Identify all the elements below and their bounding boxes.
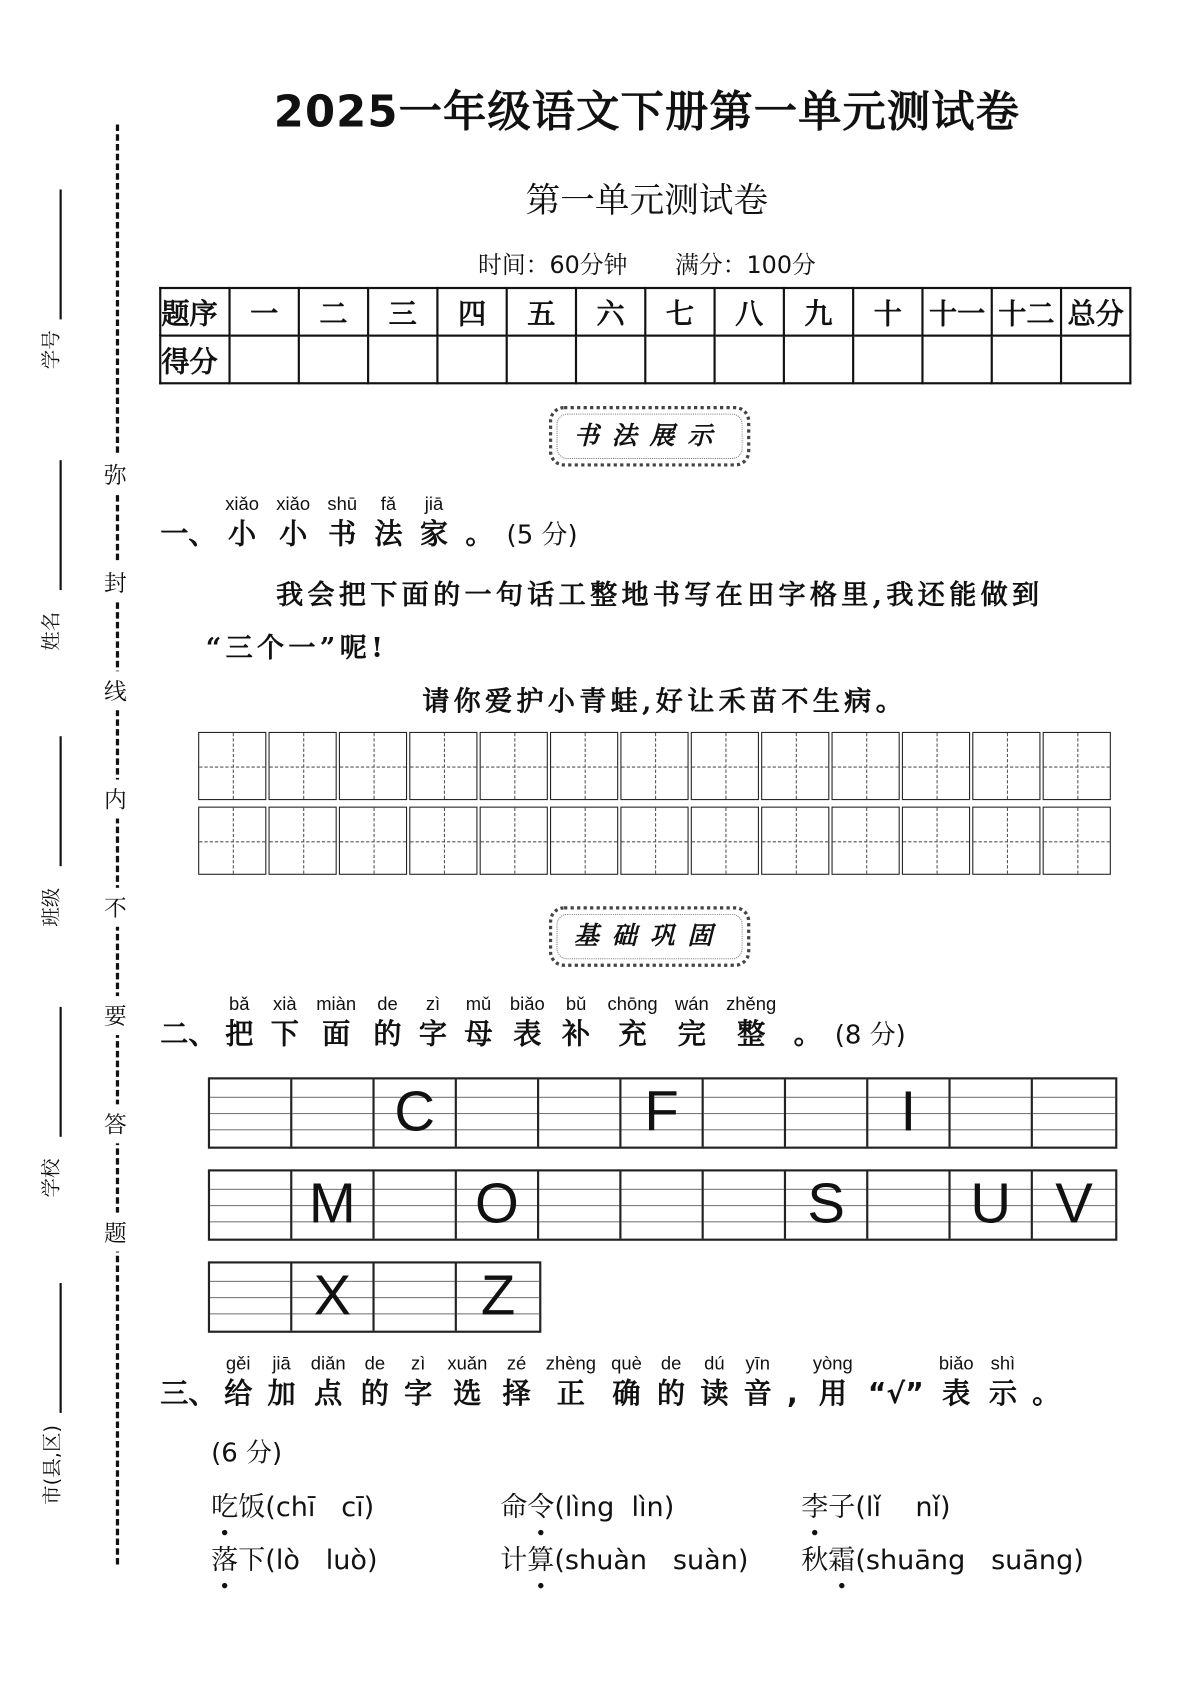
- letter-cell[interactable]: [210, 1079, 292, 1146]
- pinyin-char: [939, 1352, 974, 1413]
- hanzi: ,: [786, 1378, 798, 1411]
- pinyin: zé: [506, 1353, 527, 1374]
- tianzige-cell[interactable]: [620, 732, 688, 800]
- hanzi: 字: [404, 1378, 433, 1411]
- hanzi: 择: [502, 1378, 531, 1411]
- seal-warning-char: 要: [104, 996, 127, 1035]
- field-label: 班级: [40, 887, 63, 927]
- hanzi: 确: [612, 1378, 641, 1411]
- score-cell[interactable]: [1061, 336, 1130, 384]
- pinyin-char: [271, 993, 299, 1054]
- pinyin: biǎo: [938, 1353, 974, 1374]
- pinyin-char: [465, 493, 493, 554]
- full-score: 满分：100分: [675, 252, 816, 280]
- score-col-header: 一: [230, 288, 299, 336]
- tianzige-cell[interactable]: [972, 732, 1040, 800]
- hanzi: 小: [228, 518, 257, 552]
- tianzige-cell[interactable]: [691, 807, 759, 875]
- dotted-char: 算: [527, 1543, 555, 1576]
- pinyin: xiǎo: [225, 493, 259, 515]
- pinyin: diǎn: [310, 1353, 346, 1374]
- pinyin: biǎo: [509, 993, 545, 1015]
- pinyin-char: [726, 993, 776, 1054]
- pinyin: gěi: [225, 1353, 251, 1374]
- field-label: 学号: [40, 330, 63, 370]
- score-cell[interactable]: [368, 336, 437, 384]
- score-cell[interactable]: [576, 336, 645, 384]
- tianzige-cell[interactable]: [480, 807, 548, 875]
- question-points: (8 分): [834, 1019, 906, 1051]
- pinyin-options[interactable]: (shuàn suàn): [554, 1543, 749, 1576]
- hanzi: 加: [267, 1378, 296, 1411]
- letter-cell[interactable]: [292, 1079, 374, 1146]
- tianzige-cell[interactable]: [832, 732, 900, 800]
- score-table: [159, 287, 1131, 384]
- question-1-heading: [160, 493, 577, 554]
- pinyin-char: [546, 1352, 596, 1413]
- letter-cell[interactable]: [951, 1079, 1033, 1146]
- pinyin-char: [868, 1352, 924, 1413]
- pinyin: wán: [674, 993, 709, 1015]
- letter-cell[interactable]: [457, 1079, 539, 1146]
- score-col-header: 六: [576, 288, 645, 336]
- letter-cell[interactable]: [539, 1171, 621, 1238]
- score-col-header: 二: [299, 288, 368, 336]
- pinyin: dú: [704, 1353, 725, 1374]
- pinyin: yòng: [812, 1353, 853, 1374]
- pinyin-char: [794, 993, 822, 1054]
- pinyin: de: [377, 993, 398, 1015]
- pinyin: zhěng: [726, 993, 777, 1015]
- blank-line[interactable]: [60, 460, 62, 590]
- hanzi: 给: [224, 1378, 253, 1411]
- hanzi: 小: [279, 518, 308, 552]
- score-cell[interactable]: [922, 336, 991, 384]
- dotted-char: 令: [527, 1490, 555, 1523]
- word-char: 命: [500, 1490, 528, 1523]
- letter-cell[interactable]: O: [457, 1171, 539, 1238]
- hanzi: 把: [225, 1018, 254, 1052]
- pinyin-char: [225, 493, 259, 554]
- letter-cell[interactable]: U: [951, 1171, 1033, 1238]
- score-col-header: 九: [784, 288, 853, 336]
- hanzi: 书: [328, 518, 357, 552]
- tianzige-cell[interactable]: [1043, 807, 1111, 875]
- score-cell[interactable]: [992, 336, 1061, 384]
- pinyin-char: [813, 1352, 853, 1413]
- pinyin: bǎ: [229, 993, 250, 1015]
- hanzi: 表: [513, 1018, 542, 1052]
- score-cell[interactable]: [715, 336, 784, 384]
- hanzi: 。: [1032, 1378, 1061, 1411]
- pronunciation-item: [801, 1485, 950, 1524]
- hanzi: 读: [700, 1378, 729, 1411]
- letter-cell[interactable]: X: [292, 1264, 374, 1331]
- pinyin-char: [374, 493, 402, 554]
- pinyin-char: [608, 993, 658, 1054]
- question-3-heading: [160, 1352, 1068, 1413]
- q1-sentence: 请你爱护小青蛙,好让禾苗不生病。: [422, 685, 907, 717]
- letter-cell[interactable]: [704, 1171, 786, 1238]
- tianzige-cell[interactable]: [339, 732, 407, 800]
- tianzige-row: [198, 732, 1113, 800]
- dotted-char: 落: [211, 1543, 239, 1576]
- pinyin-char: [510, 993, 545, 1054]
- score-col-header: 总分: [1061, 288, 1130, 336]
- letter-cell[interactable]: Z: [457, 1264, 539, 1331]
- pinyin: de: [660, 1353, 682, 1374]
- pinyin-char: [373, 993, 401, 1054]
- tianzige-cell[interactable]: [761, 732, 829, 800]
- alphabet-row: [208, 1077, 1117, 1148]
- tianzige-cell[interactable]: [269, 732, 337, 800]
- letter-cell[interactable]: [210, 1264, 292, 1331]
- alphabet-row: [208, 1261, 541, 1332]
- time-limit: 时间：60分钟: [478, 252, 628, 280]
- pinyin-char: [657, 1352, 685, 1413]
- score-col-header: 十二: [992, 288, 1061, 336]
- pinyin-char: [502, 1352, 530, 1413]
- pinyin-options[interactable]: (chī cī): [265, 1490, 375, 1523]
- pinyin-char: [611, 1352, 642, 1413]
- hanzi: 的: [373, 1018, 402, 1052]
- pronunciation-item: [500, 1485, 674, 1524]
- score-cell[interactable]: [784, 336, 853, 384]
- letter-cell[interactable]: [621, 1171, 703, 1238]
- word-char: 子: [828, 1490, 856, 1523]
- tianzige-cell[interactable]: [339, 807, 407, 875]
- word-char: 下: [238, 1543, 266, 1576]
- tianzige-cell[interactable]: [480, 732, 548, 800]
- pinyin-char: [744, 1352, 772, 1413]
- pinyin: xiǎo: [276, 493, 311, 515]
- pinyin: zì: [425, 993, 441, 1015]
- hanzi: 点: [314, 1378, 343, 1411]
- hanzi: “√”: [867, 1378, 924, 1411]
- pinyin-char: [316, 993, 356, 1054]
- letter-cell[interactable]: [539, 1079, 621, 1146]
- q3-points: (6 分): [211, 1437, 283, 1469]
- tianzige-cell[interactable]: [550, 732, 618, 800]
- pinyin-char: [419, 993, 447, 1054]
- tianzige-row: [198, 807, 1113, 875]
- hanzi: 补: [562, 1018, 591, 1052]
- pronunciation-item: [500, 1539, 748, 1578]
- hanzi: 家: [419, 518, 449, 552]
- pronunciation-item: [211, 1539, 377, 1578]
- tianzige-cell[interactable]: [409, 807, 477, 875]
- tianzige-cell[interactable]: [269, 807, 337, 875]
- pinyin-char: [700, 1352, 728, 1413]
- tianzige-cell[interactable]: [902, 807, 970, 875]
- seal-warning-char: 弥: [104, 455, 127, 494]
- letter-cell[interactable]: [375, 1171, 457, 1238]
- question-2-heading: [160, 993, 906, 1054]
- hanzi: 。: [465, 518, 494, 552]
- letter-cell[interactable]: S: [786, 1171, 868, 1238]
- hanzi: 选: [453, 1378, 482, 1411]
- pinyin: jiā: [424, 493, 444, 515]
- word-char: 饭: [238, 1490, 266, 1523]
- pinyin-char: [464, 993, 492, 1054]
- field-label: 姓名: [40, 611, 63, 651]
- hanzi: 字: [418, 1018, 448, 1052]
- field-label: 学校: [40, 1158, 63, 1198]
- word-char: 计: [500, 1543, 528, 1576]
- pinyin-char: [989, 1352, 1017, 1413]
- pinyin: de: [364, 1353, 386, 1374]
- tianzige-cell[interactable]: [1043, 732, 1111, 800]
- tianzige-cell[interactable]: [198, 807, 266, 875]
- hanzi: 的: [656, 1378, 686, 1411]
- letter-cell[interactable]: M: [292, 1171, 374, 1238]
- pinyin: jiā: [272, 1353, 291, 1374]
- pinyin: shū: [327, 493, 358, 515]
- pinyin-char: [225, 993, 253, 1054]
- letter-cell[interactable]: V: [1033, 1171, 1115, 1238]
- seal-warning-char: 不: [104, 888, 127, 927]
- tianzige-cell[interactable]: [198, 732, 266, 800]
- hanzi: 下: [270, 1018, 299, 1052]
- letter-cell[interactable]: I: [868, 1079, 950, 1146]
- hanzi: 用: [818, 1378, 847, 1411]
- pinyin-char: [447, 1352, 487, 1413]
- pinyin: yīn: [745, 1353, 771, 1374]
- dotted-char: 吃: [211, 1490, 239, 1523]
- question-number: 一、: [160, 518, 217, 552]
- exam-info: [0, 247, 1191, 281]
- letter-cell[interactable]: [868, 1171, 950, 1238]
- subtitle: 第一单元测试卷: [525, 179, 769, 221]
- pinyin: bǔ: [565, 993, 587, 1015]
- hanzi: 。: [793, 1018, 822, 1052]
- score-cell[interactable]: [230, 336, 299, 384]
- score-col-header: 四: [437, 288, 506, 336]
- pinyin: què: [611, 1353, 642, 1374]
- pinyin-char: [311, 1352, 346, 1413]
- pinyin-char: [787, 1352, 798, 1413]
- question-number: 二、: [160, 1018, 217, 1052]
- pinyin-char: [276, 493, 310, 554]
- pinyin-char: [562, 993, 590, 1054]
- score-col-header: 八: [715, 288, 784, 336]
- hanzi: 完: [677, 1018, 706, 1052]
- letter-cell[interactable]: [786, 1079, 868, 1146]
- dotted-char: 李: [801, 1490, 829, 1523]
- row-label: 题序: [160, 288, 229, 336]
- pinyin-char: [361, 1352, 389, 1413]
- score-cell[interactable]: [437, 336, 506, 384]
- score-col-header: 十: [853, 288, 922, 336]
- hanzi: 表: [942, 1378, 971, 1411]
- pinyin-char: [224, 1352, 252, 1413]
- pinyin: miàn: [316, 993, 357, 1015]
- blank-line[interactable]: [60, 736, 62, 866]
- alphabet-row: [208, 1169, 1117, 1240]
- blank-line[interactable]: [60, 1283, 62, 1413]
- pinyin-char: [327, 493, 357, 554]
- pinyin-options[interactable]: (lìng lìn): [554, 1490, 675, 1523]
- question-points: (5 分): [506, 519, 578, 551]
- pinyin: xià: [273, 993, 297, 1015]
- hanzi: 示: [988, 1378, 1017, 1411]
- hanzi: 母: [464, 1018, 493, 1052]
- pinyin-char: [1032, 1352, 1060, 1413]
- hanzi: 的: [360, 1378, 389, 1411]
- letter-cell[interactable]: [1033, 1079, 1115, 1146]
- pinyin-char: [404, 1352, 432, 1413]
- score-cell[interactable]: [299, 336, 368, 384]
- q1-instruction-2: “三个一”呢!: [205, 632, 388, 664]
- tianzige-cell[interactable]: [902, 732, 970, 800]
- hanzi: 法: [374, 518, 403, 552]
- tianzige-cell[interactable]: [691, 732, 759, 800]
- score-col-header: 三: [368, 288, 437, 336]
- letter-cell[interactable]: C: [375, 1079, 457, 1146]
- pinyin-options[interactable]: (shuāng suāng): [855, 1543, 1084, 1576]
- pinyin: zhèng: [545, 1353, 596, 1374]
- hanzi: 面: [322, 1018, 351, 1052]
- seal-warning-char: 内: [104, 780, 127, 819]
- score-col-header: 五: [507, 288, 576, 336]
- pinyin: fǎ: [380, 493, 397, 515]
- tianzige-cell[interactable]: [972, 807, 1040, 875]
- pinyin-char: [420, 493, 448, 554]
- pinyin: zì: [410, 1353, 426, 1374]
- seal-warning-char: 封: [104, 563, 127, 602]
- hanzi: 整: [737, 1018, 766, 1052]
- hanzi: 正: [556, 1378, 585, 1411]
- pinyin: chōng: [607, 993, 658, 1015]
- seal-line: [116, 125, 119, 1565]
- seal-warning-char: 线: [104, 671, 127, 710]
- blank-line[interactable]: [60, 1007, 62, 1137]
- score-cell[interactable]: [507, 336, 576, 384]
- hanzi: 音: [743, 1378, 772, 1411]
- score-cell[interactable]: [853, 336, 922, 384]
- tianzige-cell[interactable]: [761, 807, 829, 875]
- pinyin: mǔ: [465, 993, 492, 1015]
- pronunciation-item: [801, 1539, 1084, 1578]
- tianzige-cell[interactable]: [409, 732, 477, 800]
- pronunciation-item: [211, 1485, 374, 1524]
- letter-cell[interactable]: [375, 1264, 457, 1331]
- pinyin: xuǎn: [447, 1353, 488, 1374]
- word-char: 秋: [801, 1543, 829, 1576]
- section-banner: 基础巩固: [549, 906, 750, 967]
- hanzi: 充: [618, 1018, 647, 1052]
- pinyin: shì: [990, 1353, 1016, 1374]
- dotted-char: 霜: [828, 1543, 856, 1576]
- seal-warning-char: 答: [104, 1104, 127, 1143]
- letter-cell[interactable]: [704, 1079, 786, 1146]
- row-label: 得分: [160, 336, 229, 384]
- score-cell[interactable]: [645, 336, 714, 384]
- tianzige-cell[interactable]: [620, 807, 688, 875]
- pinyin-char: [675, 993, 709, 1054]
- letter-cell[interactable]: [210, 1171, 292, 1238]
- field-label: 市(县,区): [41, 1424, 64, 1505]
- tianzige-cell[interactable]: [550, 807, 618, 875]
- q1-instruction: 我会把下面的一句话工整地书写在田字格里,我还能做到: [276, 579, 1044, 611]
- score-col-header: 七: [645, 288, 714, 336]
- section-banner: 书法展示: [549, 406, 750, 467]
- pinyin-options[interactable]: (lǐ nǐ): [855, 1490, 951, 1523]
- score-col-header: 十一: [922, 288, 991, 336]
- pinyin-options[interactable]: (lò luò): [265, 1543, 378, 1576]
- tianzige-cell[interactable]: [832, 807, 900, 875]
- seal-warning-char: 题: [104, 1213, 127, 1252]
- page-title: 2025一年级语文下册第一单元测试卷: [273, 87, 1021, 138]
- question-number: 三、: [160, 1378, 217, 1411]
- pinyin-char: [267, 1352, 295, 1413]
- letter-cell[interactable]: F: [621, 1079, 703, 1146]
